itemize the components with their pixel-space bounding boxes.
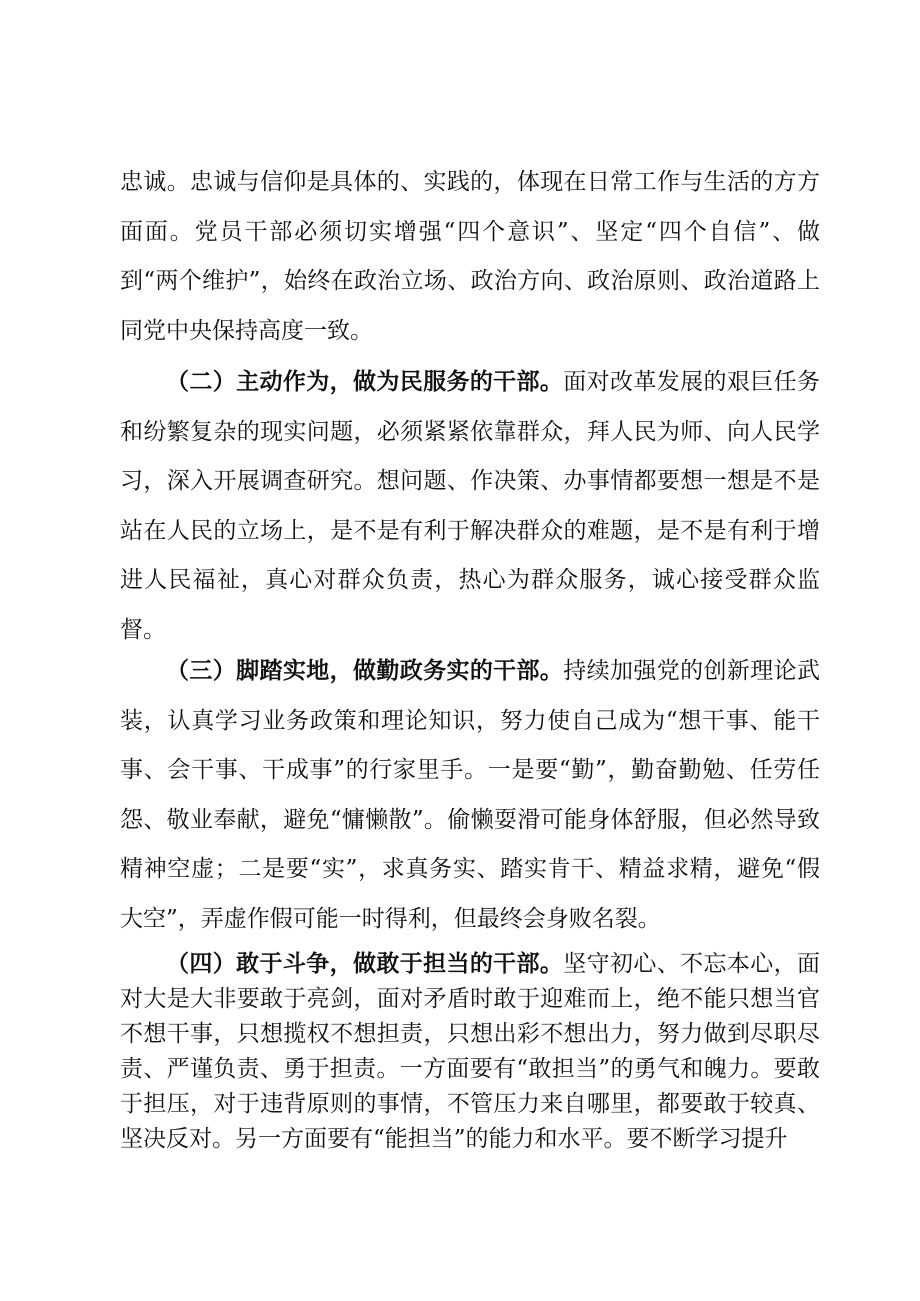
paragraph-section-4 <box>120 946 820 1157</box>
paragraph-section-2 <box>120 357 820 655</box>
section-heading-2: （二）主动作为，做为民服务的干部。 <box>166 368 564 395</box>
paragraph-text: 忠诚。忠诚与信仰是具体的、实践的，体现在日常工作与生活的方方面面。党员干部必须切实增强“四个意识”、坚定“四个自信”、做到“两个维护”，始终在政治立场、政治方向、政治原则、政治道路上同党中央保持高度一致。 <box>120 169 820 344</box>
paragraph-text: 坚守初心、不忘本心，面对大是大非要敢于亮剑，面对矛盾时敢于迎难而上，绝不能只想当官不想干事，只想揽权不想担责，只想出彩不想出力，努力做到尽职尽责、严谨负责、勇于担责。一方面要有“敢担当”的勇气和魄力。要敢于担压，对于违背原则的事情，不管压力来自哪里，都要敢于较真、坚决反对。另一方面要有“能担当”的能力和水平。要不断学习提升 <box>120 951 821 1152</box>
section-heading-3: （三）脚踏实地，做勤政务实的干部。 <box>166 657 564 684</box>
paragraph-text: 面对改革发展的艰巨任务和纷繁复杂的现实问题，必须紧紧依靠群众，拜人民为师、向人民学习，深入开展调查研究。想问题、作决策、办事情都要想一想是不是站在人民的立场上，是不是有利于解决群众的难题，是不是有利于增进人民福祉，真心对群众负责，热心为群众服务，诚心接受群众监督。 <box>120 369 821 643</box>
section-heading-4: （四）敢于斗争，做敢于担当的干部。 <box>166 950 564 977</box>
paragraph-section-3 <box>120 646 820 944</box>
paragraph-text: 持续加强党的创新理论武装，认真学习业务政策和理论知识，努力使自己成为“想干事、能干事、会干事、干成事”的行家里手。一是要“勤”，勤奋勤勉、任劳任怨、敬业奉献，避免“慵懒散”。偷懒耍滑可能身体舒服，但必然导致精神空虚；二是要“实”，求真务实、踏实肯干、精益求精，避免“假大空”，弄虚作假可能一时得利，但最终会身败名裂。 <box>120 658 821 932</box>
paragraph-continuation <box>120 158 820 356</box>
